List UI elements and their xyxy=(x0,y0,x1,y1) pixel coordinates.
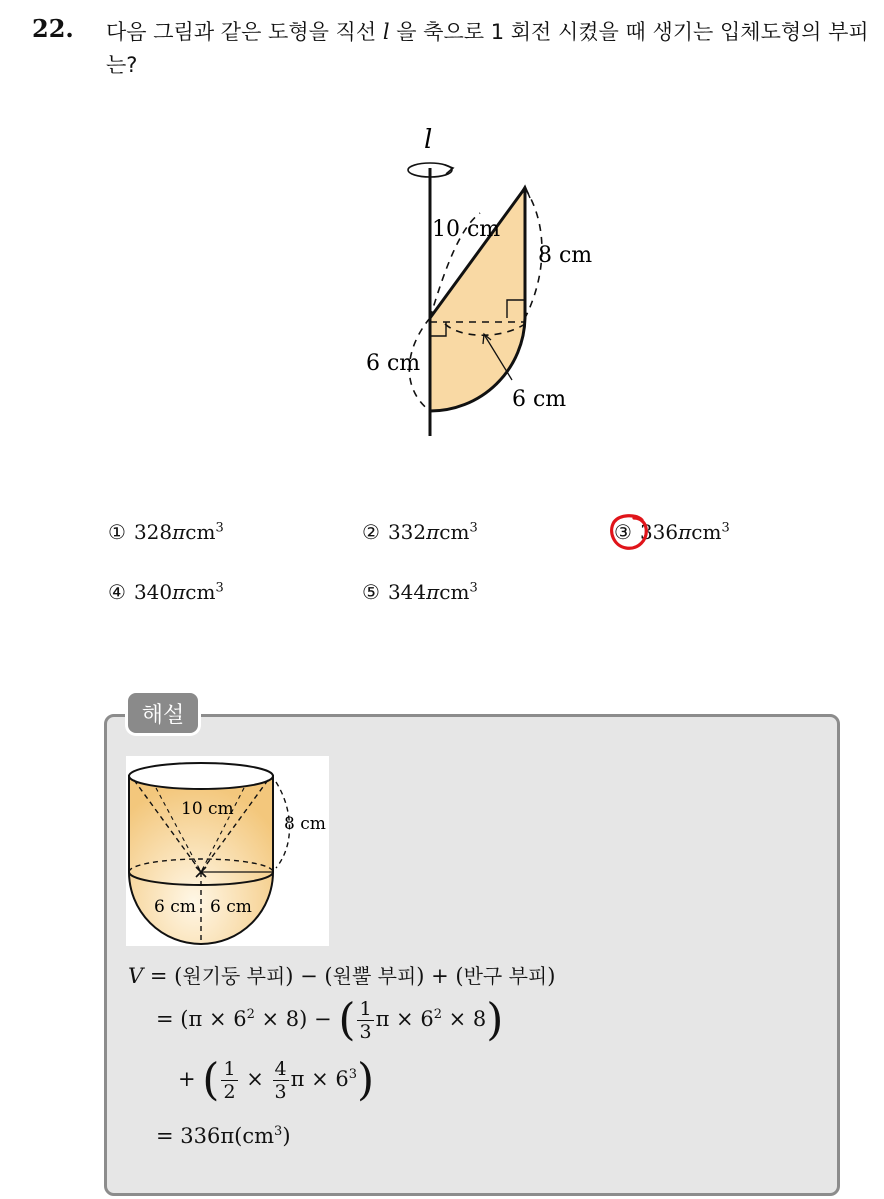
choice-2[interactable]: ② 332πcm$^3$ xyxy=(362,520,478,544)
choice-mark: ⑤ xyxy=(362,580,380,604)
choice-mark: ② xyxy=(362,520,380,544)
question-text-before: 다음 그림과 같은 도형을 직선 xyxy=(106,20,383,44)
label-slant: 10 cm xyxy=(181,799,234,819)
cylinder-top xyxy=(129,763,273,789)
question-text xyxy=(106,16,876,82)
label-height: 8 cm xyxy=(538,243,593,268)
label-radius-bottom: 6 cm xyxy=(512,387,567,412)
choice-4[interactable]: ④ 340πcm$^3$ xyxy=(108,580,224,604)
choice-5[interactable]: ⑤ 344πcm$^3$ xyxy=(362,580,478,604)
math-line-3: + ( $\frac{1}{2}$ × $\frac{4}{3}$ $\pi \times 6^3$) xyxy=(178,1054,375,1106)
axis-variable: l xyxy=(382,20,390,44)
question-text-after: 을 축으로 1 회전 시켰을 때 생기는 입체도형의 부피는? xyxy=(106,20,869,77)
label-left-radius: 6 cm xyxy=(154,897,196,917)
fraction: $\frac{4}{3}$ xyxy=(274,1058,287,1103)
choice-3[interactable]: ③ 336πcm$^3$ xyxy=(614,520,730,544)
math-line-1: V = (원기둥 부피) − (원뿔 부피) + (반구 부피) xyxy=(128,964,556,988)
rotation-figure xyxy=(350,118,610,448)
choice-mark: ① xyxy=(108,520,126,544)
label-height: 8 cm xyxy=(284,814,326,834)
answer-circle-icon xyxy=(608,512,650,552)
math-line-2: = $(\pi \times 6^2 \times 8)$ − ( $\frac{1}{3}$ $\pi \times 6^2 \times 8$) xyxy=(156,994,504,1046)
choice-mark: ③ xyxy=(614,520,632,544)
axis-label: l xyxy=(424,125,433,155)
question-number: 22. xyxy=(32,14,74,43)
fraction: $\frac{1}{2}$ xyxy=(223,1058,236,1103)
solution-tab: 해설 xyxy=(128,693,198,733)
fraction: $\frac{1}{3}$ xyxy=(359,998,372,1043)
choice-mark: ④ xyxy=(108,580,126,604)
label-hypotenuse: 10 cm xyxy=(432,217,501,242)
label-right-radius: 6 cm xyxy=(210,897,252,917)
math-line-4: = $336\pi(cm^3)$ xyxy=(156,1124,291,1148)
label-radius-left: 6 cm xyxy=(366,351,421,376)
solid-figure xyxy=(126,756,329,946)
choice-1[interactable]: ① 328πcm$^3$ xyxy=(108,520,224,544)
